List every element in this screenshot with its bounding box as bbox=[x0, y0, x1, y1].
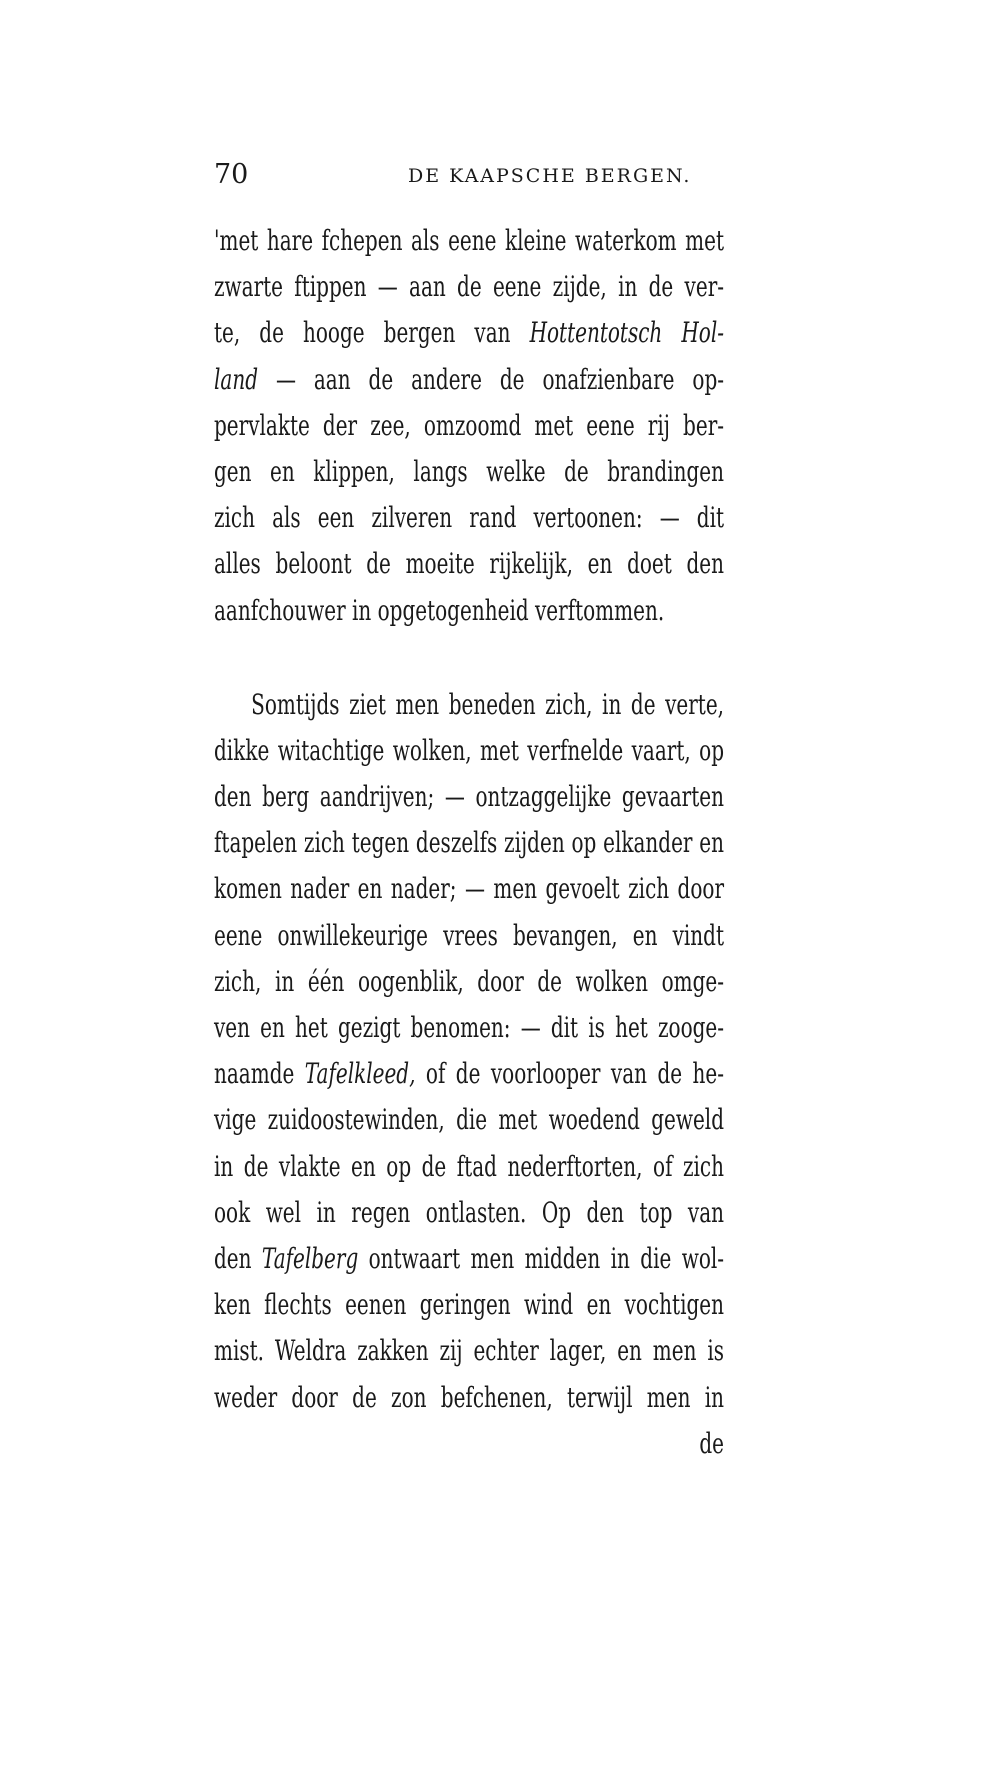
text-line: zich, in één oogenblik, door de wolken omge- bbox=[214, 964, 725, 998]
text-line: aanfchouwer in opgetogenheid verftommen. bbox=[214, 593, 665, 627]
text-line: weder door de zon befchenen, terwijl men in bbox=[214, 1380, 725, 1414]
italic-place-name: Hottentotsch Hol- bbox=[529, 316, 725, 350]
text-line: alles beloont de moeite rijkelijk, en doet den bbox=[214, 547, 725, 581]
text-line: mist. Weldra zakken zij echter lager, en men is bbox=[214, 1334, 725, 1368]
text-line: komen nader en nader; — men gevoelt zich door bbox=[214, 872, 725, 906]
text-line: ook wel in regen ontlasten. Op den top van bbox=[214, 1195, 725, 1229]
paragraph-gap bbox=[214, 634, 724, 682]
text-line: ken flechts eenen geringen wind en vochtigen bbox=[214, 1288, 725, 1322]
text-line: Somtijds ziet men beneden zich, in de verte, bbox=[251, 687, 725, 721]
page-number: 70 bbox=[214, 159, 249, 190]
text-line: pervlakte der zee, omzoomd met eene rij ber- bbox=[214, 408, 725, 442]
text-line: eene onwillekeurige vrees bevangen, en vindt bbox=[214, 918, 725, 952]
text-line: land — aan de andere de onafzienbare op- bbox=[214, 362, 725, 396]
italic-place-name: land bbox=[214, 362, 259, 396]
text-line: gen en klippen, langs welke de brandingen bbox=[214, 454, 725, 488]
running-head: DE KAAPSCHE BERGEN. bbox=[408, 165, 692, 187]
body-text bbox=[214, 218, 724, 1467]
text-line: te, de hooge bergen van Hottentotsch Hol- bbox=[214, 316, 725, 350]
text-line: zwarte ftippen — aan de eene zijde, in de ver- bbox=[214, 270, 725, 304]
page-header bbox=[214, 160, 726, 190]
text-line: naamde Tafelkleed, of de voorlooper van de he- bbox=[214, 1057, 725, 1091]
text-line: vige zuidoostewinden, die met woedend geweld bbox=[214, 1103, 725, 1137]
text-line: den Tafelberg ontwaart men midden in die wol- bbox=[214, 1241, 725, 1275]
text-line: ftapelen zich tegen deszelfs zijden op elkander en bbox=[214, 826, 725, 860]
italic-term: Tafelkleed, bbox=[304, 1057, 416, 1091]
catchword: de bbox=[699, 1426, 725, 1460]
text-line: in de vlakte en op de ftad nederftorten, of zich bbox=[214, 1149, 725, 1183]
text-line: ven en het gezigt benomen: — dit is het zooge- bbox=[214, 1011, 725, 1044]
italic-place-name: Tafelberg bbox=[261, 1241, 359, 1275]
text-line: 'met hare fchepen als eene kleine waterkom met bbox=[214, 224, 725, 257]
text-line: zich als een zilveren rand vertoonen: — dit bbox=[214, 501, 725, 535]
text-line: den berg aandrijven; — ontzaggelijke gevaarten bbox=[214, 780, 725, 814]
text-line: dikke witachtige wolken, met verfnelde vaart, op bbox=[214, 733, 725, 767]
